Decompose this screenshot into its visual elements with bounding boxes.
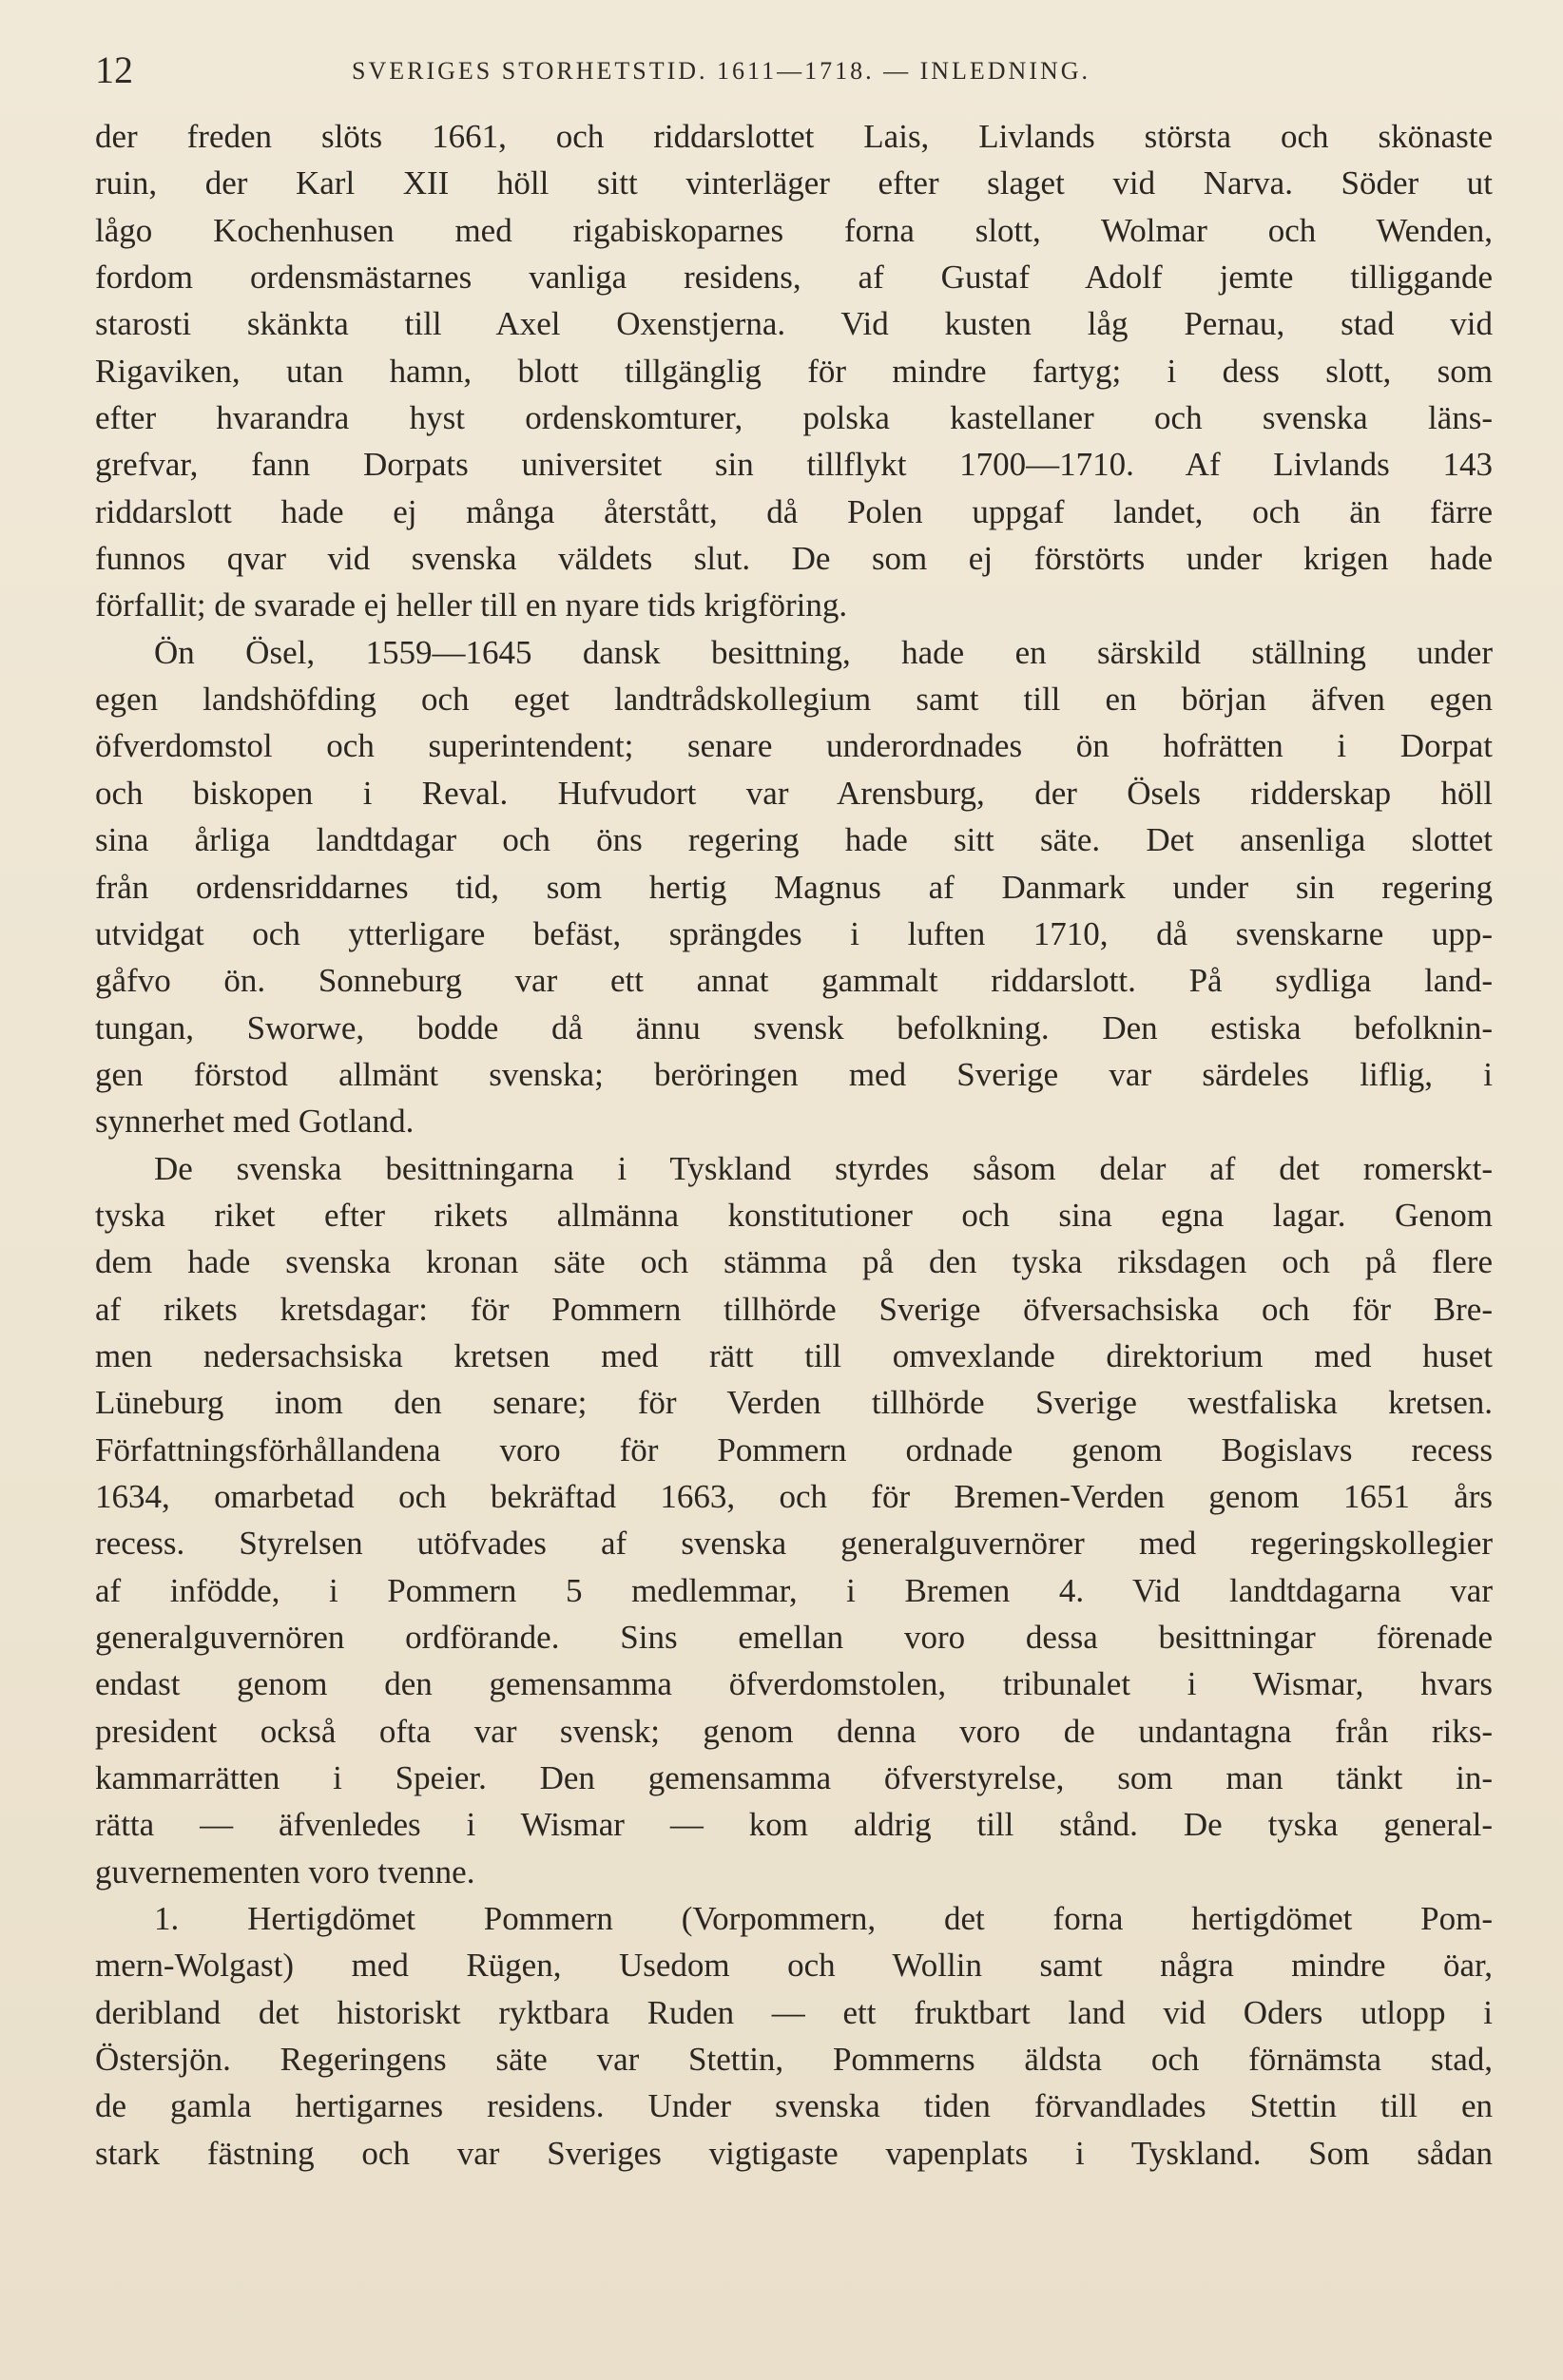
running-head: SVERIGES STORHETSTID. 1611—1718. — INLEDNING. [352, 57, 1091, 85]
text-line: president också ofta var svensk; genom denna voro de undantagna från riks- [95, 1712, 1493, 1750]
page-body [95, 113, 1493, 2177]
text-line: ruin, der Karl XII höll sitt vinterläger efter slaget vid Narva. Söder ut [95, 164, 1493, 202]
paragraph [95, 1895, 1493, 2177]
text-line: Rigaviken, utan hamn, blott tillgänglig för mindre fartyg; i dess slott, som [95, 352, 1493, 390]
text-line: tungan, Sworwe, bodde då ännu svensk befolkning. Den estiska befolknin- [95, 1008, 1493, 1046]
text-line: Författningsförhållandena voro för Pommern ordnade genom Bogislavs recess [95, 1430, 1493, 1468]
text-line: af infödde, i Pommern 5 medlemmar, i Bremen 4. Vid landtdagarna var [95, 1571, 1493, 1609]
text-line: recess. Styrelsen utöfvades af svenska generalguvernörer med regeringskollegier [95, 1525, 1493, 1563]
text-line: Ön Ösel, 1559—1645 dansk besittning, hade en särskild ställning under [154, 633, 1493, 671]
page-number: 12 [95, 48, 133, 91]
text-line: De svenska besittningarna i Tyskland styrdes såsom delar af det romerskt- [154, 1149, 1493, 1187]
text-line: utvidgat och ytterligare befäst, sprängdes i luften 1710, då svenskarne upp- [95, 914, 1493, 952]
text-line: funnos qvar vid svenska väldets slut. De som ej förstörts under krigen hade [95, 540, 1493, 578]
text-line: gåfvo ön. Sonneburg var ett annat gammalt riddarslott. På sydliga land- [95, 962, 1493, 1000]
text-line: endast genom den gemensamma öfverdomstolen, tribunalet i Wismar, hvars [95, 1665, 1493, 1703]
text-line: generalguvernören ordförande. Sins emellan voro dessa besittningar förenade [95, 1619, 1493, 1656]
text-line: guvernementen voro tvenne. [95, 1852, 475, 1891]
text-line: fordom ordensmästarnes vanliga residens, af Gustaf Adolf jemte tilliggande [95, 259, 1493, 297]
page-header [95, 48, 1493, 91]
text-line: gen förstod allmänt svenska; beröringen med Sverige var särdeles liflig, i [95, 1055, 1493, 1093]
text-line: från ordensriddarnes tid, som hertig Magnus af Danmark under sin regering [95, 868, 1493, 906]
text-line: Östersjön. Regeringens säte var Stettin, Pommerns äldsta och förnämsta stad, [95, 2041, 1493, 2079]
text-line: de gamla hertigarnes residens. Under svenska tiden förvandlades Stettin till en [95, 2087, 1493, 2125]
text-line: der freden slöts 1661, och riddarslottet Lais, Livlands största och skönaste [95, 118, 1493, 155]
text-line: starosti skänkta till Axel Oxenstjerna. Vid kusten låg Pernau, stad vid [95, 305, 1493, 343]
text-line: stark fästning och var Sveriges vigtigaste vapenplats i Tyskland. Som sådan [95, 2134, 1493, 2172]
paragraph [95, 1145, 1493, 1896]
text-line: synnerhet med Gotland. [95, 1103, 415, 1141]
paragraph [95, 629, 1493, 1145]
text-line: egen landshöfding och eget landtrådskollegium samt till en början äfven egen [95, 681, 1493, 719]
text-line: deribland det historiskt ryktbara Ruden — ett fruktbart land vid Oders utlopp i [95, 1993, 1493, 2031]
text-line: sina årliga landtdagar och öns regering hade sitt säte. Det ansenliga slottet [95, 821, 1493, 859]
text-line: kammarrätten i Speier. Den gemensamma öfverstyrelse, som man tänkt in- [95, 1759, 1493, 1797]
text-line: rätta — äfvenledes i Wismar — kom aldrig till stånd. De tyska general- [95, 1806, 1493, 1844]
text-line: förfallit; de svarade ej heller till en nyare tids krigföring. [95, 586, 848, 624]
text-line: 1. Hertigdömet Pommern (Vorpommern, det forna hertigdömet Pom- [154, 1900, 1493, 1938]
text-line: öfverdomstol och superintendent; senare underordnades ön hofrätten i Dorpat [95, 727, 1493, 765]
text-line: men nedersachsiska kretsen med rätt till omvexlande direktorium med huset [95, 1336, 1493, 1374]
text-line: riddarslott hade ej många återstått, då Polen uppgaf landet, och än färre [95, 492, 1493, 530]
text-line: och biskopen i Reval. Hufvudort var Arensburg, der Ösels ridderskap höll [95, 774, 1493, 812]
paragraph [95, 113, 1493, 629]
text-line: tyska riket efter rikets allmänna konstitutioner och sina egna lagar. Genom [95, 1196, 1493, 1234]
text-line: dem hade svenska kronan säte och stämma på den tyska riksdagen och på flere [95, 1243, 1493, 1281]
text-line: Lüneburg inom den senare; för Verden tillhörde Sverige westfaliska kretsen. [95, 1384, 1493, 1422]
text-line: mern-Wolgast) med Rügen, Usedom och Wollin samt några mindre öar, [95, 1947, 1493, 1985]
text-line: grefvar, fann Dorpats universitet sin tillflykt 1700—1710. Af Livlands 143 [95, 446, 1493, 484]
text-line: 1634, omarbetad och bekräftad 1663, och för Bremen-Verden genom 1651 års [95, 1477, 1493, 1515]
text-line: lågo Kochenhusen med rigabiskoparnes forna slott, Wolmar och Wenden, [95, 211, 1493, 249]
text-line: af rikets kretsdagar: för Pommern tillhörde Sverige öfversachsiska och för Bre- [95, 1290, 1493, 1328]
text-line: efter hvarandra hyst ordenskomturer, polska kastellaner och svenska läns- [95, 399, 1493, 437]
